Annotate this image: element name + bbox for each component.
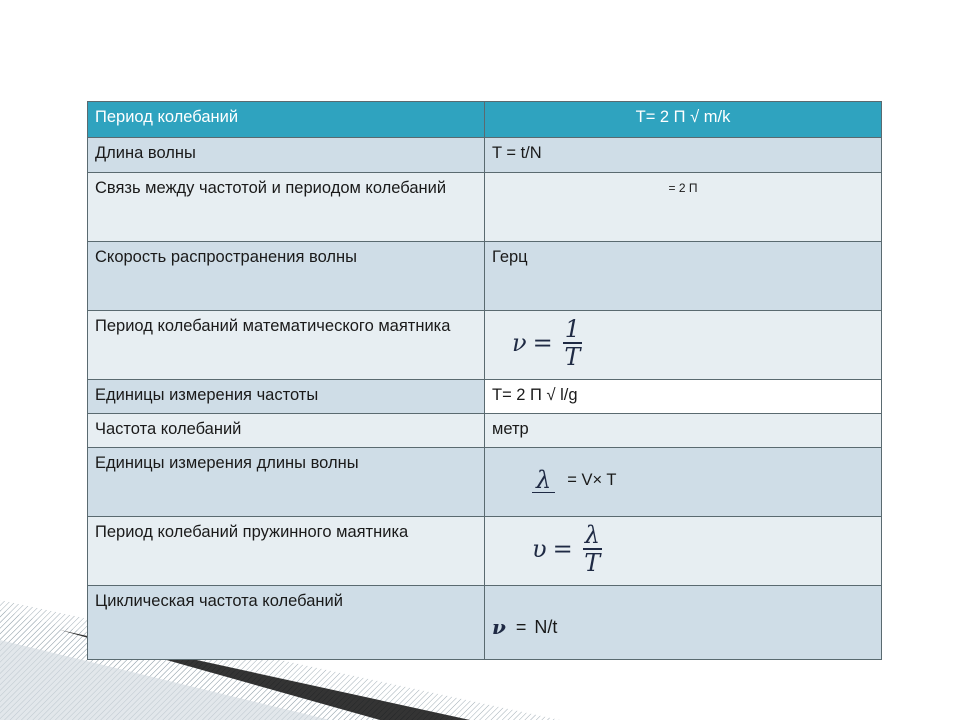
table-row [88, 173, 882, 242]
table-row [88, 586, 882, 660]
row-label: Период колебаний [88, 102, 485, 138]
formula-denominator: T [584, 549, 601, 577]
formula-denominator: T [564, 343, 581, 371]
formula-lhs: λ [532, 468, 555, 493]
row-value: T= 2 П √ l/g [485, 380, 882, 414]
row-label: Циклическая частота колебаний [88, 586, 485, 660]
formula-lhs: υ [532, 535, 547, 563]
row-formula [485, 517, 882, 586]
row-label: Скорость распространения волны [88, 242, 485, 311]
formula-eq: = [552, 535, 573, 563]
table-row [88, 138, 882, 173]
table-row [88, 380, 882, 414]
row-label: Длина волны [88, 138, 485, 173]
formula-rest: = V× T [567, 471, 617, 489]
row-label: Частота колебаний [88, 414, 485, 448]
formula-numerator: 1 [564, 315, 580, 343]
row-formula [485, 448, 882, 517]
formula-eq: = [515, 617, 527, 637]
row-value: T = t/N [485, 138, 882, 173]
row-value: T= 2 П √ m/k [485, 102, 882, 138]
row-value: метр [485, 414, 882, 448]
row-label: Единицы измерения частоты [88, 380, 485, 414]
physics-table [87, 101, 882, 660]
formula-fraction [563, 316, 582, 370]
table-row [88, 102, 882, 138]
table-row [88, 242, 882, 311]
row-label: Единицы измерения длины волны [88, 448, 485, 517]
table-row [88, 414, 882, 448]
formula-lhs: ν [492, 615, 506, 639]
formula-rest: N/t [534, 617, 558, 637]
row-value: = 2 П [485, 173, 882, 242]
formula-fraction [583, 522, 602, 576]
table-row [88, 448, 882, 517]
row-label: Период колебаний математического маятника [88, 311, 485, 380]
formula-numerator: λ [584, 521, 600, 549]
row-label: Связь между частотой и периодом колебаний [88, 173, 485, 242]
formula-eq: = [532, 329, 553, 357]
row-value: Герц [485, 242, 882, 311]
row-formula [485, 586, 882, 660]
table-row [88, 517, 882, 586]
table-row [88, 311, 882, 380]
row-formula [485, 311, 882, 380]
formula-lhs: ν [512, 329, 527, 357]
row-label: Период колебаний пружинного маятника [88, 517, 485, 586]
